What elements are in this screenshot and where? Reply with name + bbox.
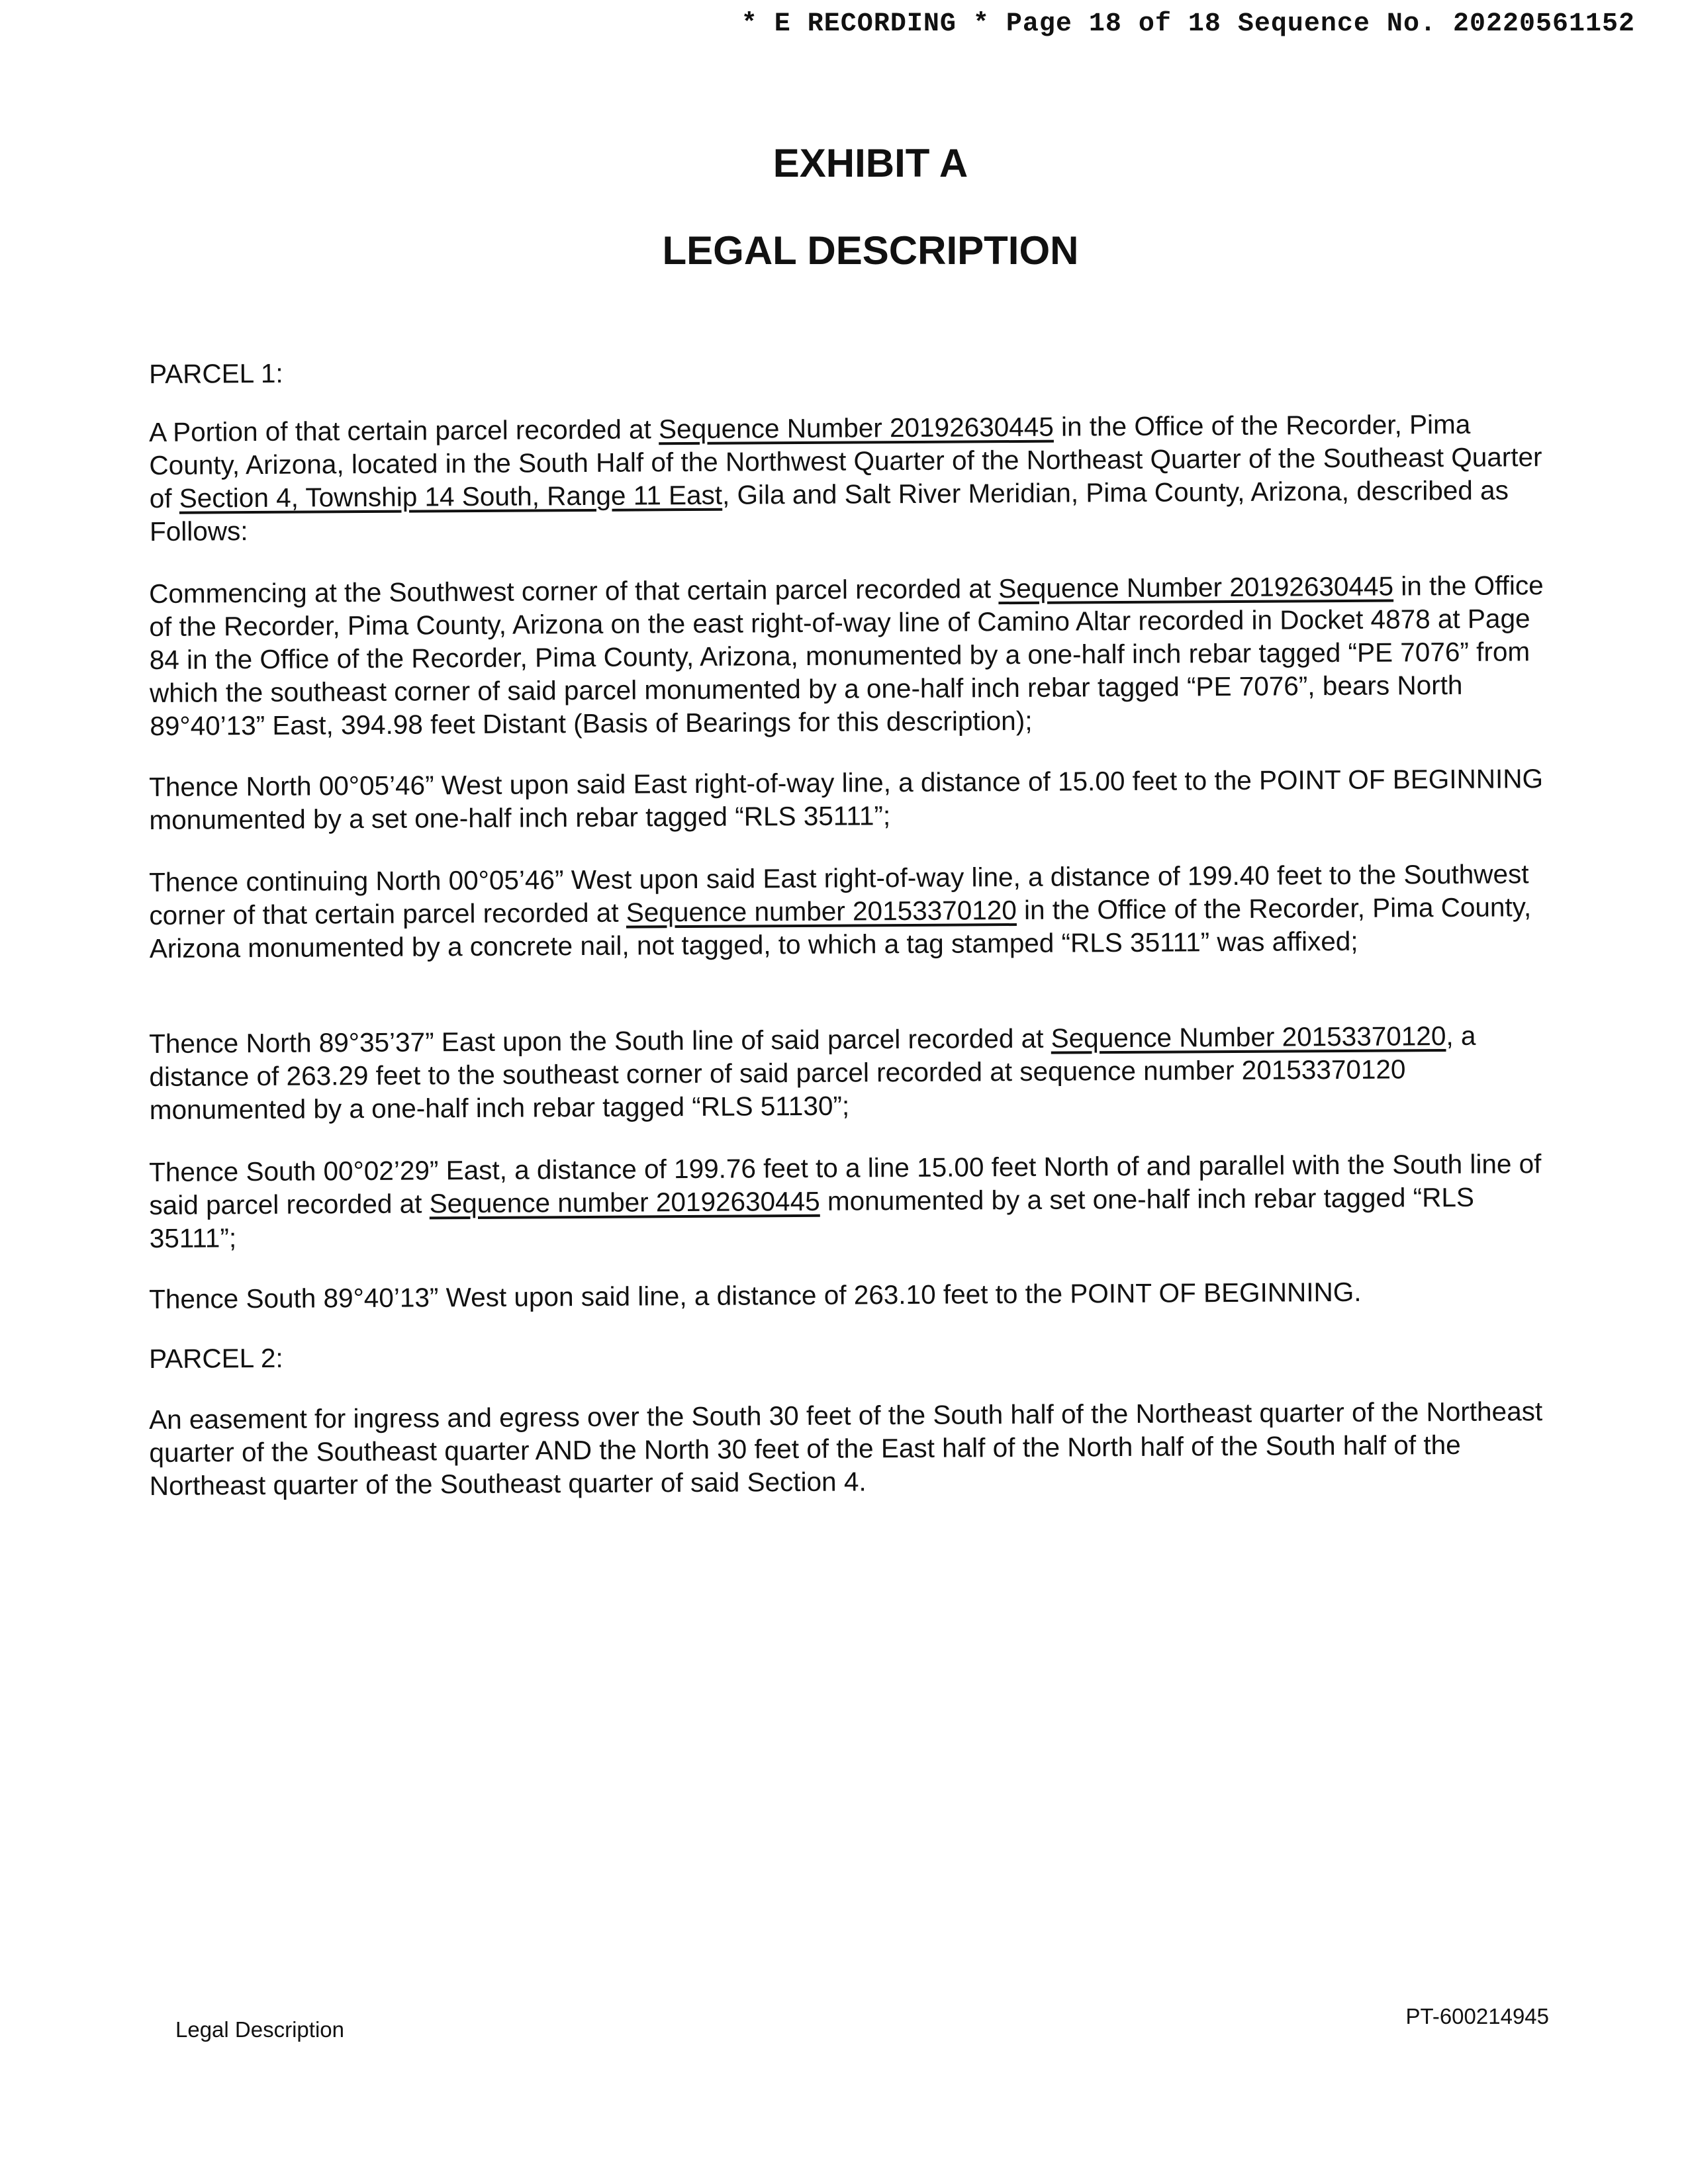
footer-document-label: Legal Description <box>175 2017 344 2042</box>
parcel-1-label: PARCEL 1: <box>149 357 283 389</box>
sequence-number-link: Sequence number 20153370120 <box>626 894 1017 928</box>
course-4-paragraph <box>149 1147 1546 1255</box>
course-2-paragraph <box>149 857 1546 965</box>
parcel-1-commencing <box>149 569 1546 743</box>
intro-paragraph <box>149 407 1546 548</box>
parcel-1-course-2 <box>149 857 1546 965</box>
intro-text-1: A Portion of that certain parcel recorded at <box>149 414 659 447</box>
legal-description-title: LEGAL DESCRIPTION <box>662 228 1079 273</box>
exhibit-title: EXHIBIT A <box>773 141 968 185</box>
course-5-paragraph: Thence South 89°40’13” West upon said line, a distance of 263.10 feet to the POINT OF BEGINNING. <box>149 1276 1362 1314</box>
sequence-number-link: Sequence Number 20192630445 <box>998 570 1394 604</box>
parcel-2-section <box>149 1334 1546 1375</box>
commencing-text-1: Commencing at the Southwest corner of that certain parcel recorded at <box>149 573 999 609</box>
parcel-1-course-1 <box>149 762 1546 837</box>
commencing-text-2: in the Office of the Recorder, Pima County, Arizona on the east right-of-way line of Camino Altar recorded in Docket 4878 at Page 84 in the Office of the Recorder, Pima County, Arizona, monumented by a one-half inch rebar tagged “PE 7076” from which the southeast corner of said parcel monumented by a one-half inch rebar tagged “PE 7076”, bears North 89°40’13” East, 394.98 feet Distant (Basis of Bearings for this description); <box>149 570 1544 741</box>
easement-paragraph: An easement for ingress and egress over the South 30 feet of the South half of the Northeast quarter of the Northeast quarter of the Southeast quarter AND the North 30 feet of the East half of the North half of the South half of the Northeast quarter of the Southeast quarter of said Section 4. <box>149 1396 1543 1501</box>
parcel-1-course-4 <box>149 1147 1546 1255</box>
parcel-1-section <box>149 349 1546 390</box>
course-1-paragraph: Thence North 00°05’46” West upon said East right-of-way line, a distance of 15.00 feet to the POINT OF BEGINNING monumented by a set one-half inch rebar tagged “RLS 35111”; <box>149 763 1544 835</box>
sequence-number-link: Sequence Number 20192630445 <box>658 411 1054 445</box>
parcel-2-easement <box>149 1394 1546 1502</box>
parcel-2-label: PARCEL 2: <box>149 1342 283 1374</box>
course-3-text-1: Thence North 89°35’37” East upon the South line of said parcel recorded at <box>149 1023 1051 1059</box>
parcel-1-course-3 <box>149 1019 1546 1126</box>
sequence-number-link: Sequence number 20192630445 <box>429 1185 820 1219</box>
intro-text-3: , Gila and Salt River Meridian, Pima County, Arizona, described as Follows: <box>149 475 1509 547</box>
footer-reference-number: PT-600214945 <box>1405 2004 1549 2028</box>
course-3-paragraph <box>149 1019 1546 1126</box>
sequence-number-link: Sequence Number 20153370120 <box>1051 1021 1446 1054</box>
section-township-range-link: Section 4, Township 14 South, Range 11 East <box>179 479 723 514</box>
parcel-1-intro <box>149 407 1546 548</box>
commencing-paragraph <box>149 569 1546 743</box>
parcel-1-course-5 <box>149 1274 1546 1316</box>
course-4-text-1: Thence South 00°02’29” East, a distance of 199.76 feet to a line 15.00 feet North of and parallel with the South line of said parcel recorded at <box>149 1148 1542 1220</box>
course-3-text-2: , a distance of 263.29 feet to the southeast corner of said parcel recorded at sequence number 20153370120 monumented by a one-half inch rebar tagged “RLS 51130”; <box>149 1020 1476 1125</box>
course-4-text-2: monumented by a set one-half inch rebar tagged “RLS 35111”; <box>149 1181 1475 1253</box>
intro-text-2: in the Office of the Recorder, Pima County, Arizona, located in the South Half of the Northwest Quarter of the Northeast Quarter of the Southeast Quarter of <box>149 408 1542 514</box>
recording-stamp: * E RECORDING * Page 18 of 18 Sequence No. 20220561152 <box>741 9 1635 39</box>
course-2-text-1: Thence continuing North 00°05’46” West upon said East right-of-way line, a distance of 199.40 feet to the Southwest corner of that certain parcel recorded at <box>149 858 1529 931</box>
course-2-text-2: in the Office of the Recorder, Pima County, Arizona monumented by a concrete nail, not tagged, to which a tag stamped “RLS 35111” was affixed; <box>149 891 1532 964</box>
